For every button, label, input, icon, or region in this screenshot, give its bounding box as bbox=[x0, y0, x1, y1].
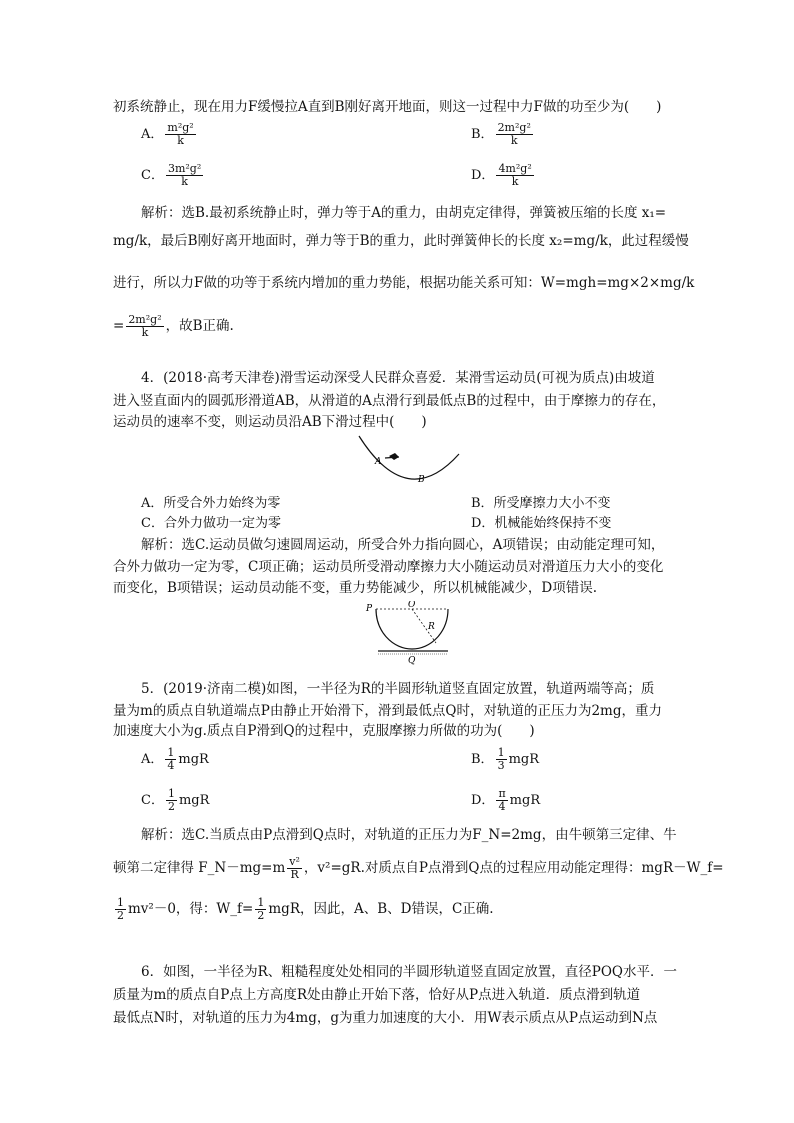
q3-option-b: B． $\frac{\text{2m²g²}}{k}$ bbox=[471, 121, 531, 147]
q4-stem-line2: 进入竖直面内的圆弧形滑道AB，从滑道的A点滑行到最低点B的过程中，由于摩擦力的存在， bbox=[113, 393, 666, 409]
q4-analysis-line1: 解析：选C.运动员做匀速圆周运动，所受合外力指向圆心，A项错误；由动能定理可知， bbox=[141, 537, 665, 553]
fig5-label-p: P bbox=[366, 604, 373, 614]
q4-analysis-line2: 合外力做功一定为零，C项正确；运动员所受滑动摩擦力大小随运动员对滑道压力大小的变化 bbox=[113, 559, 664, 575]
q4-option-d: D．机械能始终保持不变 bbox=[471, 516, 612, 531]
q4-option-c: C．合外力做功一定为零 bbox=[141, 516, 281, 531]
q3-analysis-line1: 解析：选B.最初系统静止时，弹力等于A的重力，由胡克定律得，弹簧被压缩的长度 x₁= bbox=[141, 205, 667, 221]
ski-slope-figure bbox=[355, 432, 467, 488]
q3-analysis-line3: 进行，所以力F做的功等于系统内增加的重力势能，根据功能关系可知：W=mgh=mg×2×mg/k bbox=[113, 275, 695, 291]
q5-option-a: A． $\frac{1}{4}$ mgR bbox=[141, 746, 209, 772]
q5-option-b: B． $\frac{1}{3}$ mgR bbox=[471, 746, 539, 772]
q5-analysis-line3: $\frac{1}{2}$ mv²－0，得：W_f= $\frac{1}{2}$ mgR，因此，A、B、D错误，C正确. bbox=[117, 896, 494, 922]
q4-option-b: B．所受摩擦力大小不变 bbox=[471, 496, 611, 511]
q3-analysis-line4: = $\frac{\text{2m²g²}}{k}$ ，故B正确. bbox=[113, 313, 234, 339]
q5-analysis-line2: 顿第二定律得 F_N－mg=m $\frac{\text{v²}}{R}$ ，v²=gR.对质点自P点滑到Q点的过程应用动能定理得：mgR－W_f= bbox=[113, 855, 724, 881]
fig-label-a: A bbox=[375, 457, 382, 467]
q4-stem-line3: 运动员的速率不变，则运动员沿AB下滑过程中( ) bbox=[113, 414, 427, 430]
q4-stem-line1: 4．(2018·高考天津卷)滑雪运动深受人民群众喜爱．某滑雪运动员(可视为质点)由坡道 bbox=[141, 370, 655, 386]
q6-stem-line1: 6．如图，一半径为R、粗糙程度处处相同的半圆形轨道竖直固定放置，直径POQ水平．一 bbox=[141, 964, 677, 980]
q5-stem-line1: 5．(2019·济南二模)如图，一半径为R的半圆形轨道竖直固定放置，轨道两端等高；质 bbox=[141, 681, 655, 697]
q6-stem-line3: 最低点N时，对轨道的压力为4mg，g为重力加速度的大小．用W表示质点从P点运动到N点 bbox=[113, 1010, 658, 1026]
q5-option-c: C． $\frac{1}{2}$ mgR bbox=[141, 787, 210, 813]
q3-option-a: A． $\frac{\text{m²g²}}{k}$ bbox=[141, 121, 194, 147]
q4-option-a: A．所受合外力始终为零 bbox=[141, 496, 281, 511]
semicircle-track-figure bbox=[364, 601, 454, 665]
q5-analysis-line1: 解析：选C.当质点由P点滑到Q点时，对轨道的正压力为F_N=2mg，由牛顿第三定律、牛 bbox=[141, 827, 677, 843]
q3-analysis-line2: mg/k，最后B刚好离开地面时，弹力等于B的重力，此时弹簧伸长的长度 x₂=mg/k，此过程缓慢 bbox=[113, 233, 689, 249]
fig5-label-q: Q bbox=[408, 656, 416, 665]
q5-stem-line2: 量为m的质点自轨道端点P由静止开始滑下，滑到最低点Q时，对轨道的正压力为2mg，重力 bbox=[113, 703, 662, 719]
q3-stem: 初系统静止，现在用力F缓慢拉A直到B刚好离开地面，则这一过程中力F做的功至少为( ) bbox=[113, 99, 662, 115]
q5-option-d: D． $\frac{\pi}{4}$ mgR bbox=[471, 787, 541, 813]
q3-option-c: C． $\frac{\text{3m²g²}}{k}$ bbox=[141, 162, 202, 188]
q5-stem-line3: 加速度大小为g.质点自P滑到Q的过程中，克服摩擦力所做的功为( ) bbox=[113, 723, 535, 739]
fig5-label-o: O bbox=[408, 601, 416, 610]
q4-analysis-line3: 而变化，B项错误；运动员动能不变，重力势能减少，所以机械能减少，D项错误. bbox=[113, 580, 598, 596]
fig5-label-r: R bbox=[428, 622, 435, 632]
fig-label-b: B bbox=[418, 475, 425, 485]
q3-option-d: D． $\frac{\text{4m²g²}}{k}$ bbox=[471, 162, 532, 188]
q6-stem-line2: 质量为m的质点自P点上方高度R处由静止开始下落，恰好从P点进入轨道．质点滑到轨道 bbox=[113, 987, 641, 1003]
